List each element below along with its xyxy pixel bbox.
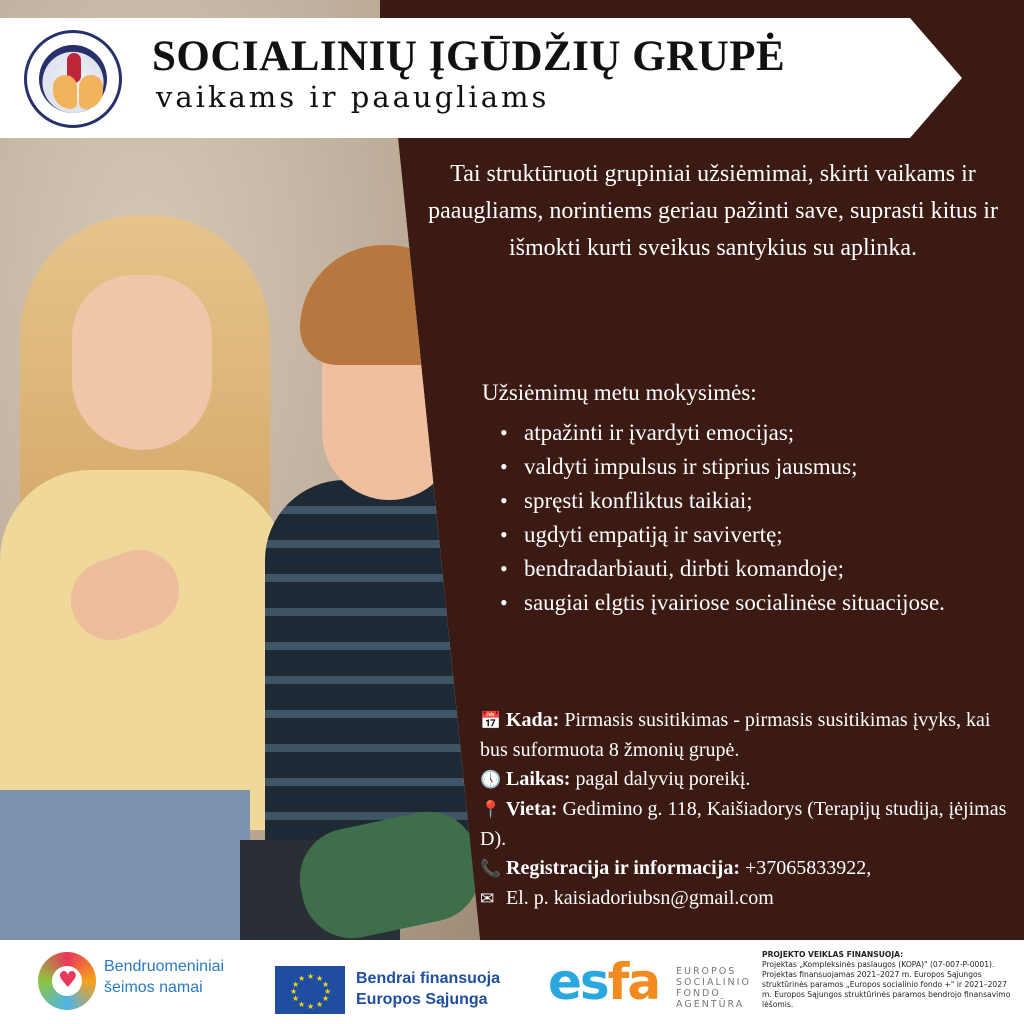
list-item: • ugdyti empatiją ir savivertę; — [494, 518, 1014, 552]
center-logo — [24, 30, 122, 128]
bsn-line1: Bendruomeniniai — [104, 958, 225, 975]
time-line — [480, 765, 1010, 795]
funding-note-text: Projektas „Kompleksinės paslaugos (KOPA)" (07-007-P-0001). Projektas finansuojamas 2021–2027 m. Europos Sąjungos struktūrinės paramos „Europos socialinio fondo +" ir 2021–2027 m. Europos Sąjungos struktūrinės paramos bendrojo finansavimo lėšomis. — [762, 960, 1011, 1009]
list-item: • spręsti konfliktus taikiai; — [494, 484, 1014, 518]
page-title: SOCIALINIŲ ĮGŪDŽIŲ GRUPĖ — [152, 33, 786, 80]
bsn-line2: šeimos namai — [104, 979, 203, 996]
list-item: • atpažinti ir įvardyti emocijas; — [494, 416, 1014, 450]
eu-line1: Bendrai finansuoja — [356, 970, 501, 987]
registration-phone[interactable]: +37065833922, — [745, 857, 872, 879]
funding-note-title: PROJEKTO VEIKLAS FINANSUOJA: — [762, 950, 904, 959]
place-label: Vieta: — [506, 798, 558, 820]
logo-hand-left-icon — [53, 75, 77, 109]
esfa-sub-line: EUROPOS — [676, 966, 737, 977]
esfa-sub-line: SOCIALINIO — [676, 977, 751, 988]
logo-emblem — [39, 45, 107, 113]
esfa-subtitle — [676, 966, 751, 1010]
place-line — [480, 795, 1010, 854]
calendar-icon: 📅 — [480, 711, 502, 731]
funding-note — [762, 950, 1012, 1010]
when-label: Kada: — [506, 709, 560, 731]
envelope-icon: ✉ — [480, 889, 495, 909]
eu-flag-icon — [275, 966, 345, 1014]
esfa-logo: esfa — [548, 953, 660, 1011]
eu-line2: Europos Sąjunga — [356, 991, 488, 1008]
esfa-sub-line: FONDO — [676, 988, 721, 999]
place-text: Gedimino g. 118, Kaišiadorys (Terapijų studija, įėjimas D). — [480, 798, 1007, 850]
footer — [0, 940, 1024, 1024]
heart-icon: ♥ — [52, 966, 82, 996]
info-block — [480, 706, 1010, 914]
girl-shirt — [0, 470, 290, 830]
pin-icon: 📍 — [480, 800, 502, 820]
page-subtitle: vaikams ir paaugliams — [156, 80, 550, 114]
phone-icon: 📞 — [480, 859, 502, 879]
learning-list — [494, 416, 1014, 620]
when-text: Pirmasis susitikimas - pirmasis susitikimas įvyks, kai bus suformuota 8 žmonių grupė. — [480, 709, 991, 761]
girl-face — [72, 275, 212, 450]
clock-icon: 🕔 — [480, 770, 502, 790]
email-text[interactable]: El. p. kaisiadoriubsn@gmail.com — [506, 887, 774, 909]
bsn-logo-text — [104, 956, 224, 998]
time-text: pagal dalyvių poreikį. — [575, 768, 751, 790]
list-item: • bendradarbiauti, dirbti komandoje; — [494, 552, 1014, 586]
eu-stars-icon: ★ ★ ★ ★ ★ ★ ★ ★ ★ ★ ★ ★ — [290, 972, 332, 1011]
esfa-sub-line: AGENTŪRA — [676, 999, 745, 1010]
list-item: • valdyti impulsus ir stiprius jausmus; — [494, 450, 1014, 484]
intro-paragraph: Tai struktūruoti grupiniai užsiėmimai, skirti vaikams ir paaugliams, norintiems geriau pažinti save, suprasti kitus ir išmokti kurti sveikus santykius su aplinka. — [428, 161, 998, 261]
registration-label: Registracija ir informacija: — [506, 857, 740, 879]
bsn-logo — [38, 952, 228, 1012]
when-line — [480, 706, 1010, 765]
girl-jeans — [0, 790, 250, 940]
learning-heading: Užsiėmimų metu mokysimės: — [482, 380, 757, 405]
email-line — [480, 884, 1010, 914]
logo-hand-right-icon — [79, 75, 103, 109]
list-item: • saugiai elgtis įvairiose socialinėse situacijose. — [494, 586, 1014, 620]
registration-line — [480, 854, 1010, 884]
eu-funding-text — [356, 968, 500, 1010]
time-label: Laikas: — [506, 768, 571, 790]
